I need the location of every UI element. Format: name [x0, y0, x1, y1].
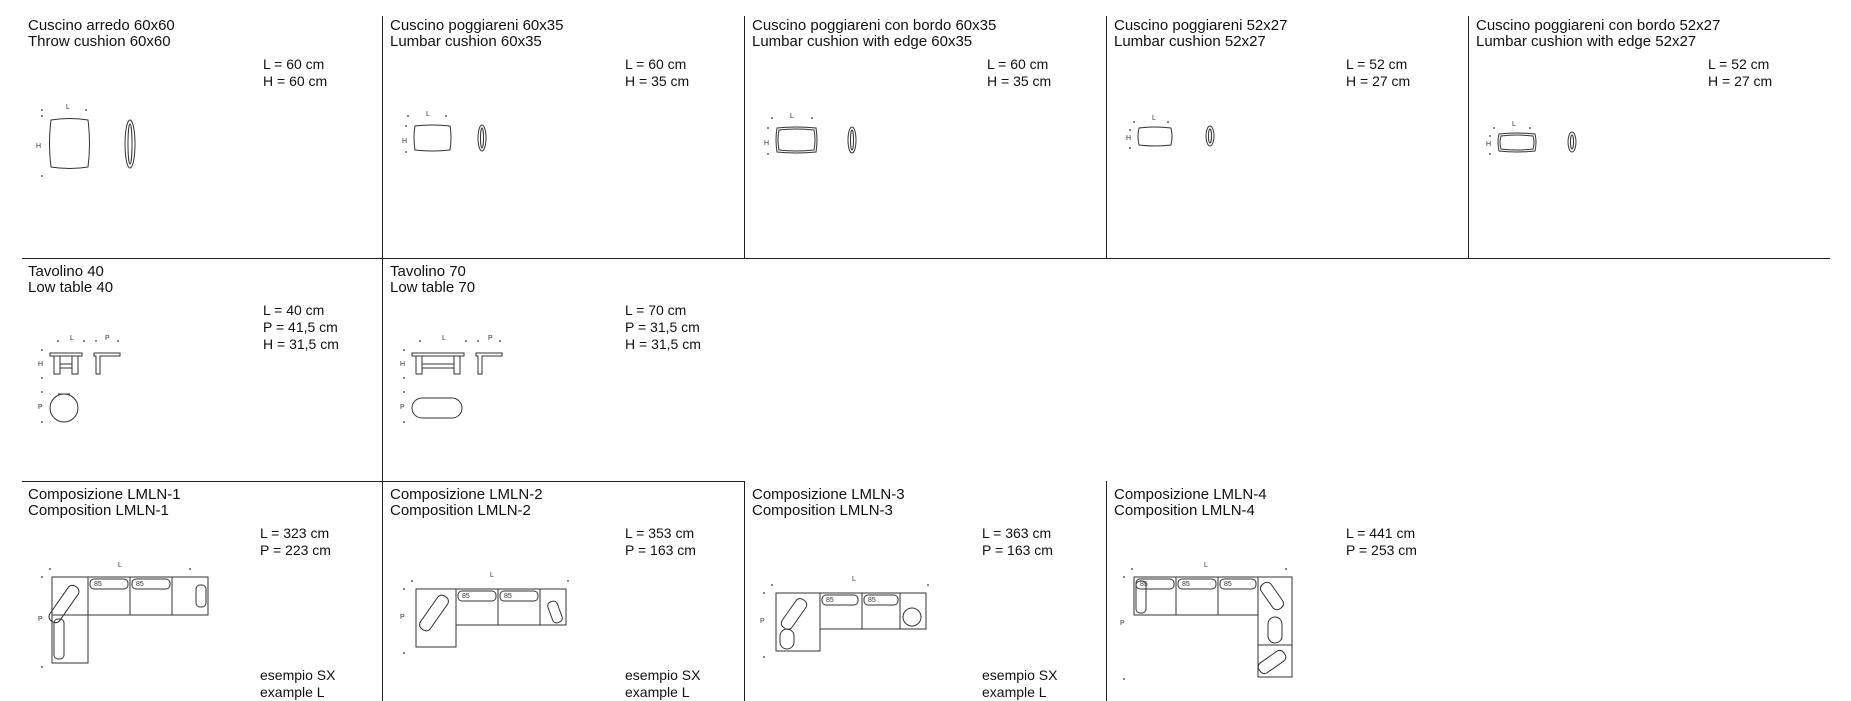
note-english: example L — [260, 684, 325, 700]
product-title — [752, 487, 905, 519]
label-p: P — [400, 404, 405, 411]
product-title — [1476, 18, 1720, 50]
dim-height: H = 35 cm — [625, 73, 690, 89]
cushion-drawing — [1486, 120, 1596, 180]
title-english: Lumbar cushion with edge 52x27 — [1476, 33, 1697, 50]
label-l: L — [1204, 562, 1208, 569]
dim-height: H = 27 cm — [1346, 73, 1411, 89]
label-l: L — [490, 572, 494, 579]
note-italian: esempio SX — [625, 667, 701, 683]
label-h: H — [400, 361, 406, 368]
label-h: H — [764, 140, 770, 147]
dim-depth: P = 223 cm — [260, 542, 331, 558]
label-l: L — [118, 562, 122, 569]
dim-length: L = 363 cm — [982, 525, 1052, 541]
dimensions — [1346, 525, 1417, 559]
title-english: Composition LMLN-1 — [28, 502, 169, 519]
title-italian: Composizione LMLN-2 — [390, 486, 543, 503]
label-l: L — [852, 576, 856, 583]
label-p: P — [760, 618, 765, 625]
dim-length: L = 52 cm — [1708, 56, 1770, 72]
title-italian: Cuscino poggiareni con bordo 52x27 — [1476, 17, 1721, 34]
dimensions — [263, 56, 327, 90]
note-english: example L — [625, 684, 690, 700]
example-note — [982, 667, 1057, 701]
dimensions — [625, 302, 701, 353]
label-l: L — [442, 335, 446, 342]
divider-v-7 — [744, 481, 745, 701]
table-drawing — [400, 334, 520, 454]
note-italian: esempio SX — [982, 667, 1058, 683]
cushion-drawing — [1126, 114, 1236, 174]
note-english: example L — [982, 684, 1047, 700]
label-l: L — [426, 111, 430, 118]
dim-length: L = 70 cm — [625, 302, 687, 318]
product-title — [390, 487, 543, 519]
product-title — [390, 264, 475, 296]
title-italian: Cuscino poggiareni 60x35 — [390, 17, 564, 34]
product-title — [1114, 487, 1267, 519]
dim-length: L = 52 cm — [1346, 56, 1408, 72]
dimensions — [260, 525, 331, 559]
composition-plan-drawing — [38, 555, 208, 675]
seat-label: 85 — [1224, 581, 1232, 588]
product-cell-throw-cushion-60 — [24, 16, 382, 258]
composition-plan-drawing — [400, 563, 570, 673]
title-english: Lumbar cushion 60x35 — [390, 33, 542, 50]
divider-v-1 — [382, 16, 383, 259]
dimensions — [1346, 56, 1410, 90]
dimensions — [987, 56, 1051, 90]
title-italian: Tavolino 70 — [390, 263, 466, 280]
product-cell-low-table-40 — [24, 262, 382, 481]
dim-depth: P = 41,5 cm — [263, 319, 338, 335]
seat-label: 85 — [94, 581, 102, 588]
cushion-drawing — [34, 104, 144, 184]
product-cell-lumbar-cushion-60x35 — [386, 16, 744, 258]
seat-label: 85 — [868, 597, 876, 604]
title-italian: Tavolino 40 — [28, 263, 104, 280]
dim-length: L = 353 cm — [625, 525, 695, 541]
dim-length: L = 40 cm — [263, 302, 325, 318]
divider-v-3 — [1106, 16, 1107, 259]
title-italian: Cuscino arredo 60x60 — [28, 17, 175, 34]
label-l: L — [1512, 121, 1516, 128]
label-h: H — [1486, 141, 1492, 148]
dimensions — [625, 525, 696, 559]
divider-v-6 — [382, 481, 383, 701]
title-english: Low table 70 — [390, 279, 476, 296]
title-english: Lumbar cushion 52x27 — [1114, 33, 1266, 50]
dim-length: L = 323 cm — [260, 525, 330, 541]
dim-height: H = 31,5 cm — [625, 336, 701, 352]
seat-label: 85 — [1182, 581, 1190, 588]
composition-cell-lmln-4 — [1110, 485, 1468, 701]
dimensions — [263, 302, 339, 353]
label-h: H — [402, 138, 408, 145]
seat-label: 85 — [1140, 581, 1148, 588]
title-italian: Composizione LMLN-4 — [1114, 486, 1267, 503]
title-italian: Composizione LMLN-1 — [28, 486, 181, 503]
label-h: H — [38, 361, 44, 368]
composition-cell-lmln-3 — [748, 485, 1106, 701]
label-p: P — [38, 616, 43, 623]
composition-cell-lmln-2 — [386, 485, 744, 701]
composition-plan-drawing — [760, 567, 930, 677]
dim-depth: P = 163 cm — [982, 542, 1053, 558]
divider-v-5 — [382, 258, 383, 481]
title-english: Low table 40 — [28, 279, 114, 296]
dim-length: L = 60 cm — [263, 56, 325, 72]
label-p: P — [1120, 620, 1125, 627]
cushion-drawing — [402, 112, 512, 172]
dim-height: H = 60 cm — [263, 73, 328, 89]
divider-v-2 — [744, 16, 745, 259]
dimensions — [1708, 56, 1772, 90]
title-italian: Composizione LMLN-3 — [752, 486, 905, 503]
dimensions — [625, 56, 689, 90]
label-p: P — [488, 335, 493, 342]
product-title — [28, 487, 181, 519]
title-english: Composition LMLN-2 — [390, 502, 531, 519]
divider-v-4 — [1468, 16, 1469, 259]
note-italian: esempio SX — [260, 667, 336, 683]
seat-label: 85 — [136, 581, 144, 588]
title-english: Lumbar cushion with edge 60x35 — [752, 33, 973, 50]
title-english: Throw cushion 60x60 — [28, 33, 171, 50]
dim-height: H = 35 cm — [987, 73, 1052, 89]
label-l: L — [790, 113, 794, 120]
dimensions — [982, 525, 1053, 559]
dim-length: L = 60 cm — [625, 56, 687, 72]
dim-depth: P = 31,5 cm — [625, 319, 700, 335]
title-italian: Cuscino poggiareni con bordo 60x35 — [752, 17, 997, 34]
label-p: P — [105, 335, 110, 342]
product-title — [28, 264, 113, 296]
dim-length: L = 441 cm — [1346, 525, 1416, 541]
seat-label: 85 — [462, 593, 470, 600]
dim-length: L = 60 cm — [987, 56, 1049, 72]
title-english: Composition LMLN-4 — [1114, 502, 1255, 519]
title-english: Composition LMLN-3 — [752, 502, 893, 519]
composition-cell-lmln-1 — [24, 485, 382, 701]
dim-depth: P = 253 cm — [1346, 542, 1417, 558]
table-drawing — [38, 334, 158, 454]
label-l: L — [66, 104, 70, 111]
product-title — [28, 18, 175, 50]
label-l: L — [70, 335, 74, 342]
dim-height: H = 27 cm — [1708, 73, 1773, 89]
example-note — [625, 667, 700, 701]
label-l: L — [1152, 115, 1156, 122]
seat-label: 85 — [826, 597, 834, 604]
product-cell-lumbar-cushion-52x27 — [1110, 16, 1468, 258]
composition-plan-drawing — [1120, 555, 1320, 685]
label-p: P — [400, 614, 405, 621]
divider-h-2 — [22, 481, 744, 482]
dim-height: H = 31,5 cm — [263, 336, 339, 352]
product-cell-lumbar-cushion-edge-60x35 — [748, 16, 1106, 258]
product-title — [752, 18, 996, 50]
label-h: H — [1126, 135, 1132, 142]
label-h: H — [36, 143, 42, 150]
product-cell-lumbar-cushion-edge-52x27 — [1472, 16, 1830, 258]
divider-h-1 — [22, 258, 1830, 259]
product-title — [1114, 18, 1287, 50]
dim-depth: P = 163 cm — [625, 542, 696, 558]
example-note — [260, 667, 335, 701]
product-cell-low-table-70 — [386, 262, 744, 481]
divider-v-8 — [1106, 481, 1107, 701]
title-italian: Cuscino poggiareni 52x27 — [1114, 17, 1288, 34]
product-title — [390, 18, 563, 50]
cushion-drawing — [764, 114, 874, 174]
seat-label: 85 — [504, 593, 512, 600]
label-p: P — [38, 404, 43, 411]
